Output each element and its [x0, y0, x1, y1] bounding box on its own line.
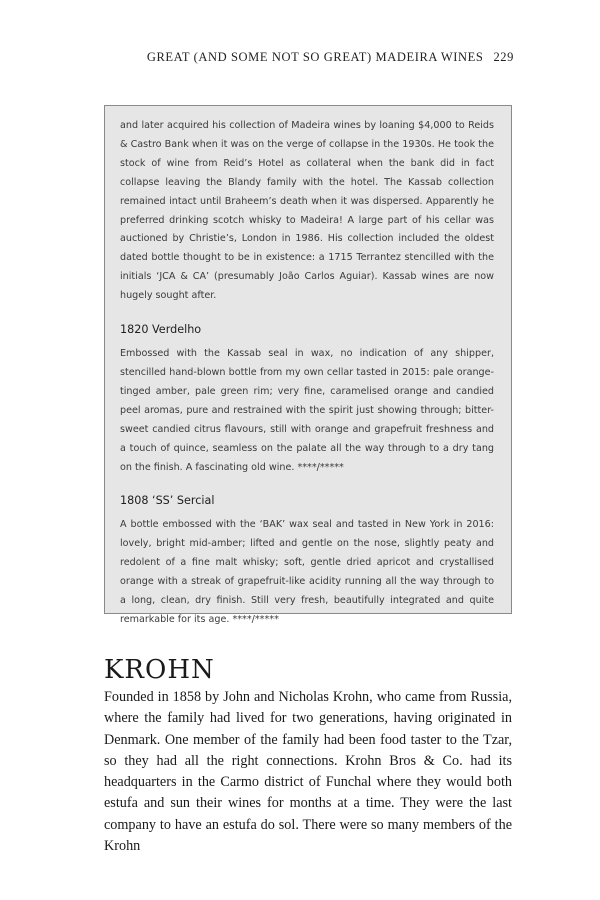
- sidebar-box: [104, 105, 512, 625]
- section-body-paragraph: Founded in 1858 by John and Nicholas Krohn, who came from Russia, where the family had lived for two generations, having originated in Denmark. One member of the family had been food taster to the Tzar, so they had all the right connections. Krohn Bros & Co. had its headquarters in the Carmo district of Funchal where they would both estufa and sun their wines for months at a time. They were the last company to have an estufa do sol. There were so many members of the Krohn: [104, 689, 512, 855]
- section-title-krohn: KROHN: [104, 655, 215, 685]
- running-header: [104, 50, 514, 65]
- wine-title-1820-verdelho: 1820 Verdelho: [120, 323, 202, 337]
- wine-note-1820-verdelho: Embossed with the Kassab seal in wax, no indication of any shipper, stencilled hand-blown bottle from my own cellar tasted in 2015: pale orange-tinged amber, pale green rim; very fine, caramelised orange and candied peel aromas, pure and restrained with the spirit just showing through; bitter-sweet candied citrus flavours, still with orange and grapefruit freshness and a touch of quince, seamless on the palate all the way through to a dry tang on the finish. A fascinating old wine. ****/*****: [120, 348, 494, 473]
- wine-title-1808-sercial: 1808 ‘SS’ Sercial: [120, 494, 215, 508]
- running-title: GREAT (AND SOME NOT SO GREAT) MADEIRA WINES: [146, 50, 484, 64]
- box-intro-paragraph: and later acquired his collection of Madeira wines by loaning $4,000 to Reids & Castro Bank when it was on the verge of collapse in the 1930s. He took the stock of wine from Reid’s Hotel as collateral when the bank did in fact collapse leaving the Blandy family with the hotel. The Kassab collection remained intact until Braheem’s death when it was dispersed. Apparently he preferred drinking scotch whisky to Madeira! A large part of his cellar was auctioned by Christie’s, London in 1986. His collection included the oldest dated bottle thought to be in existence: a 1715 Terrantez stencilled with the initials ‘JCA & CA’ (presumably João Carlos Aguiar). Kassab wines are now hugely sought after.: [120, 120, 494, 302]
- page-number: 229: [493, 50, 514, 64]
- wine-note-1808-sercial: A bottle embossed with the ‘BAK’ wax seal and tasted in New York in 2016: lovely, bright mid-amber; lifted and gentle on the nose, slightly peaty and redolent of a fine malt whisky; soft, gentle dried apricot and crystallised orange with a streak of grapefruit-like acidity running all the way through to a long, clean, dry finish. Still very fresh, beautifully integrated and quite remarkable for its age. ****/*****: [120, 519, 494, 625]
